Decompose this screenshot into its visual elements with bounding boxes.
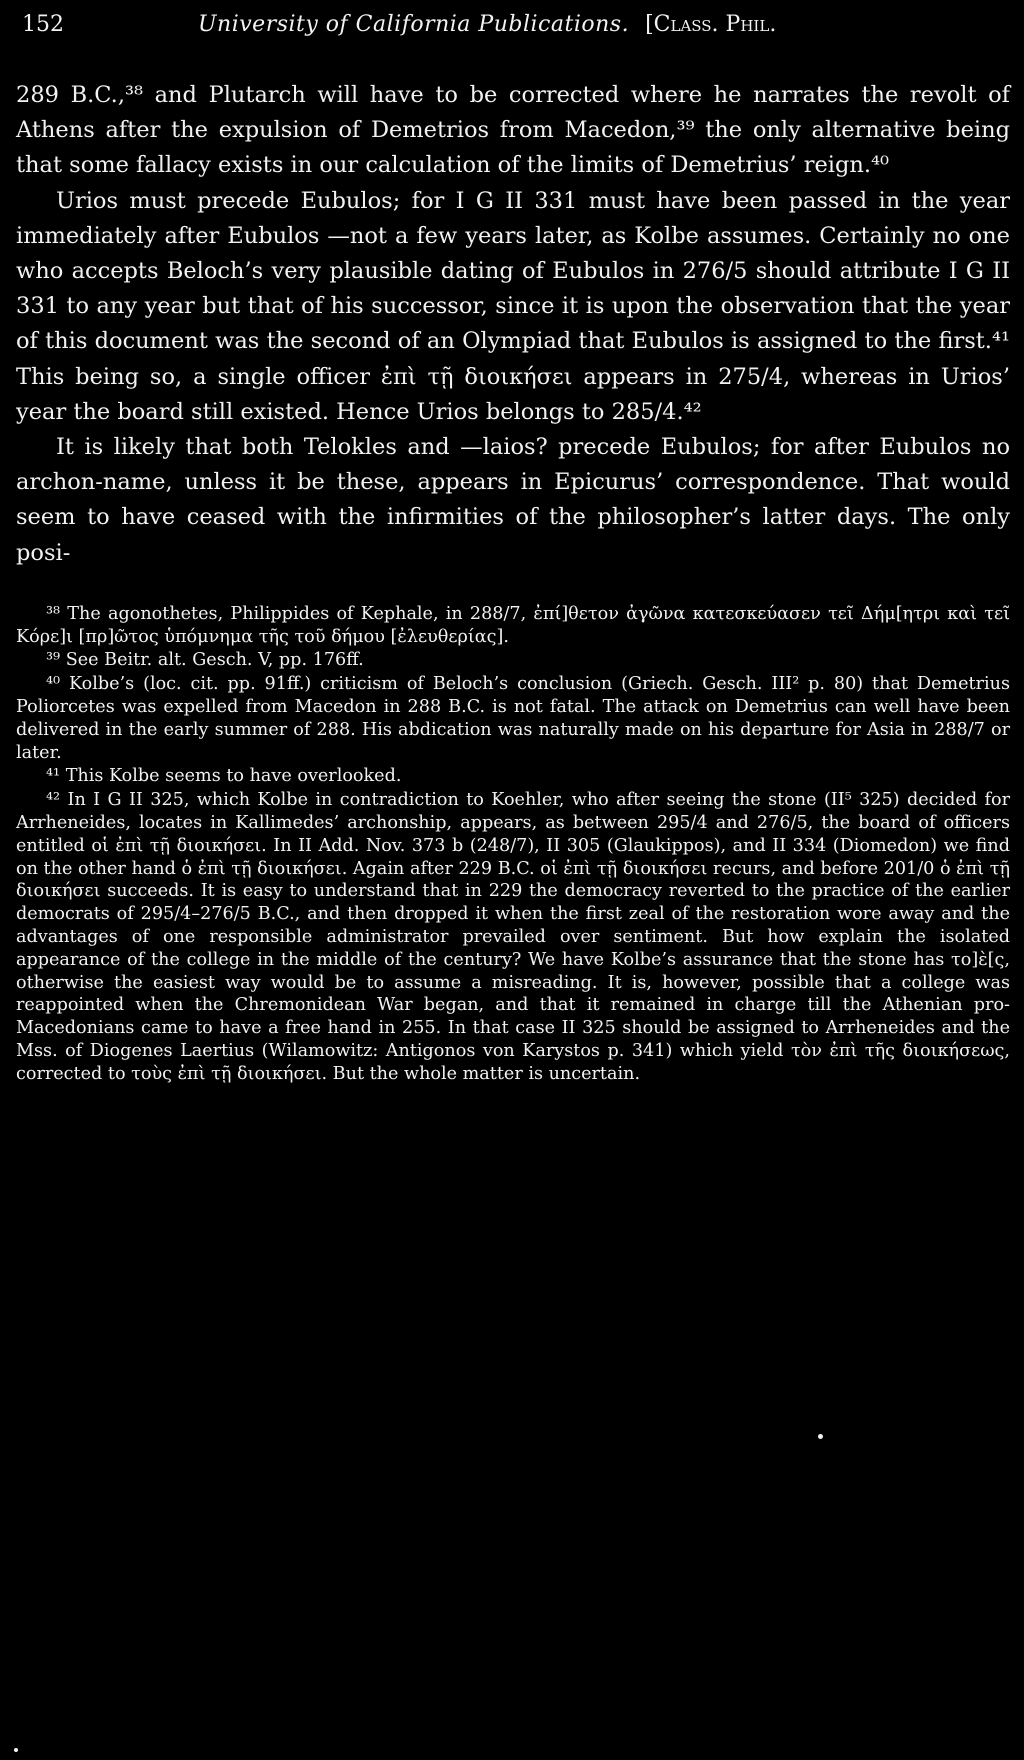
footnote-40: ⁴⁰ Kolbe’s (loc. cit. pp. 91ff.) criticism of Beloch’s conclusion (Griech. Gesch. III² p. 80) that Demetrius Poliorcetes was expelled from Macedon in 288 B.C. is not fatal. The attack on Demetrius can well have been delivered in the early summer of 288. His abdication was naturally made on his departure for Asia in 288/7 or later.	[16, 674, 1010, 763]
speck-mark	[818, 1434, 823, 1439]
running-head: University of California Publications.	[198, 12, 630, 37]
footnotes	[16, 603, 1010, 1086]
page-number: 152	[22, 12, 64, 37]
footnote-38: ³⁸ The agonothetes, Philippides of Kephale, in 288/7, ἐπί]θετον ἀγῶνα κατεσκεύασεν τεῖ Δήμ[ητρι καὶ τεῖ Κόρε]ι [πρ]ῶτος ὑπόμνημα τῆς τοῦ δήμου [ἐλευθερίας].	[16, 603, 1010, 647]
series-tag: [Class. Phil.	[645, 12, 777, 37]
body-text	[16, 78, 1010, 571]
paragraph-1: 289 B.C.,³⁸ and Plutarch will have to be corrected where he narrates the revolt of Athens after the expulsion of Demetrios from Macedon,³⁹ the only alternative being that some fallacy exists in our calculation of the limits of Demetrius’ reign.⁴⁰	[16, 82, 1010, 179]
footnote-41: ⁴¹ This Kolbe seems to have overlooked.	[46, 766, 402, 787]
footnote-39: ³⁹ See Beitr. alt. Gesch. V, pp. 176ff.	[46, 650, 364, 671]
speck-mark-corner	[14, 1748, 18, 1752]
page-header	[16, 10, 1010, 40]
paragraph-3: It is likely that both Telokles and —laios? precede Eubulos; for after Eubulos no archon-name, unless it be these, appears in Epicurus’ correspondence. That would seem to have ceased with the infirmities of the philosopher’s latter days. The only posi-	[16, 434, 1010, 566]
paragraph-2: Urios must precede Eubulos; for I G II 331 must have been passed in the year immediately after Eubulos —not a few years later, as Kolbe assumes. Certainly no one who accepts Beloch’s very plausible dating of Eubulos in 276/5 should attribute I G II 331 to any year but that of his successor, since it is upon the observation that the year of this document was the second of an Olympiad that Eubulos is assigned to the first.⁴¹ This being so, a single officer ἐπὶ τῇ διοικήσει appears in 275/4, whereas in Urios’ year the board still existed. Hence Urios belongs to 285/4.⁴²	[16, 187, 1010, 425]
footnote-42: ⁴² In I G II 325, which Kolbe in contradiction to Koehler, who after seeing the stone (II⁵ 325) decided for Arrheneides, locates in Kallimedes’ archonship, appears, as between 295/4 and 276/5, the board of officers entitled οἱ ἐπὶ τῇ διοικήσει. In II Add. Nov. 373 b (248/7), II 305 (Glaukippos), and II 334 (Diomedon) we find on the other hand ὁ ἐπὶ τῇ διοικήσει. Again after 229 B.C. οἱ ἐπὶ τῇ διοικήσει recurs, and before 201/0 ὁ ἐπὶ τῇ διοικήσει succeeds. It is easy to understand that in 229 the democracy reverted to the practice of the earlier democrats of 295/4–276/5 B.C., and then dropped it when the first zeal of the restoration wore away and the advantages of one responsible administrator prevailed over sentiment. But how explain the isolated appearance of the college in the middle of the century? We have Kolbe’s assurance that the stone has το]ὲ[ς, otherwise the easiest way would be to assume a misreading. It is, however, possible that a college was reappointed when the Chremonidean War began, and that it remained in charge till the Athenian pro-Macedonians came to have a free hand in 255. In that case II 325 should be assigned to Arrheneides and the Mss. of Diogenes Laertius (Wilamowitz: Antigonos von Karystos p. 341) which yield τὸν ἐπὶ τῆς διοικήσεως, corrected to τοὺς ἐπὶ τῇ διοικήσει. But the whole matter is uncertain.	[16, 790, 1010, 1084]
